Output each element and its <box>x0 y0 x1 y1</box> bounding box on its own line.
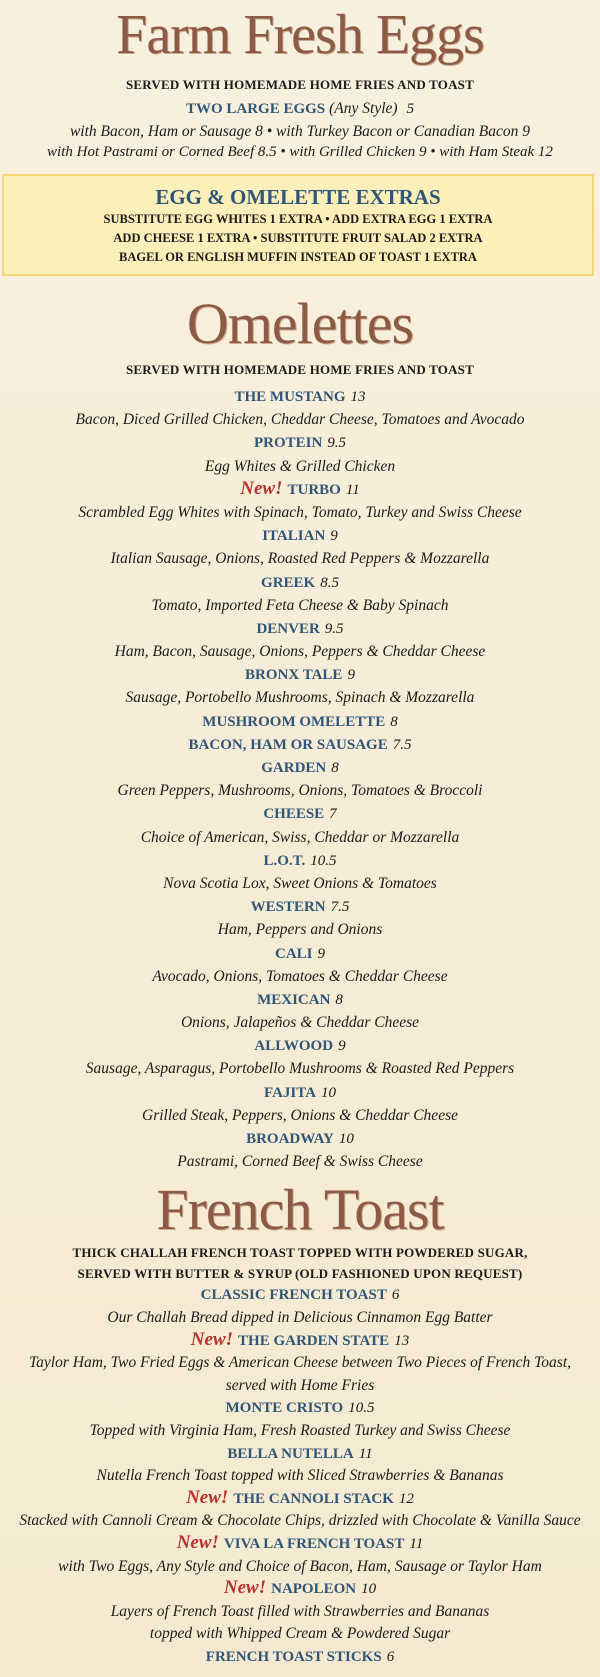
item-description: Ham, Bacon, Sausage, Onions, Peppers & Cheddar Cheese <box>114 643 486 661</box>
menu-item-title <box>0 524 600 547</box>
item-description: Layers of French Toast filled with Strawberries and Bananas <box>110 1602 490 1620</box>
item-name: GREEK <box>261 574 316 591</box>
menu-item-title <box>0 1284 600 1307</box>
menu-item-title <box>0 942 600 965</box>
item-description: Choice of American, Swiss, Cheddar or Mozzarella <box>140 828 460 846</box>
section-title: Farm Fresh Eggs <box>116 4 484 66</box>
section-subtitle: SERVED WITH HOMEMADE HOME FRIES AND TOAST <box>126 77 474 92</box>
item-description: Nova Scotia Lox, Sweet Onions & Tomatoes <box>163 874 437 892</box>
item-name: BRONX TALE <box>245 667 343 684</box>
extras-title: EGG & OMELETTE EXTRAS <box>155 185 441 209</box>
item-description: Ham, Peppers and Onions <box>217 921 383 939</box>
item-name: FAJITA <box>264 1084 316 1101</box>
new-badge: New! <box>240 477 283 499</box>
menu-item-title <box>0 1034 600 1057</box>
extras-line: BAGEL OR ENGLISH MUFFIN INSTEAD OF TOAST 1 EXTRA <box>119 250 477 264</box>
item-price: 11 <box>409 1535 424 1552</box>
item-name: BROADWAY <box>246 1131 334 1147</box>
menu-item-title <box>0 385 600 408</box>
menu-item-title <box>0 988 600 1011</box>
item-price: 13 <box>350 389 366 405</box>
item-price: 10 <box>361 1581 377 1598</box>
item-price: 7.5 <box>392 736 412 753</box>
menu-item-title <box>0 710 600 733</box>
menu-item-title <box>0 1081 600 1104</box>
section-subtitle: THICK CHALLAH FRENCH TOAST TOPPED WITH POWDERED SUGAR, <box>72 1245 528 1261</box>
extras-box <box>2 174 594 276</box>
menu-item-title <box>0 849 600 872</box>
menu-item-title <box>0 756 600 779</box>
item-price: 9 <box>338 1038 346 1055</box>
section-title: French Toast <box>156 1177 444 1243</box>
new-badge: New! <box>223 1577 267 1599</box>
item-name: TURBO <box>287 481 341 498</box>
item-description: Scrambled Egg Whites with Spinach, Tomato, Turkey and Swiss Cheese <box>78 503 522 521</box>
section-subtitle: SERVED WITH BUTTER & SYRUP (OLD FASHIONED UPON REQUEST) <box>77 1266 523 1282</box>
item-price: 11 <box>358 1445 373 1462</box>
extras-line: SUBSTITUTE EGG WHITES 1 EXTRA • ADD EXTRA EGG 1 EXTRA <box>103 212 493 226</box>
menu-item-title <box>0 617 600 640</box>
item-name: WESTERN <box>250 899 326 916</box>
item-name: MONTE CRISTO <box>225 1400 344 1417</box>
item-name: BELLA NUTELLA <box>227 1445 354 1462</box>
item-description: Grilled Steak, Peppers, Onions & Cheddar Cheese <box>142 1106 458 1124</box>
item-price: 9 <box>330 528 338 545</box>
item-price: 6 <box>391 1287 400 1304</box>
item-price: 8 <box>335 991 343 1008</box>
item-price: 9 <box>317 945 325 962</box>
item-description: Taylor Ham, Two Fried Eggs & American Cheese between Two Pieces of French Toast, <box>28 1354 572 1372</box>
item-name: L.O.T. <box>263 852 306 869</box>
section-subtitle: SERVED WITH HOMEMADE HOME FRIES AND TOAST <box>126 362 474 377</box>
item-name: GARDEN <box>261 760 327 776</box>
item-price: 10.5 <box>348 1400 375 1417</box>
item-price: 9 <box>347 667 355 684</box>
item-price: 8 <box>390 713 398 730</box>
new-badge: New! <box>186 1486 229 1508</box>
item-name: CALI <box>274 945 313 962</box>
item-description: Stacked with Cannoli Cream & Chocolate Chips, drizzled with Chocolate & Vanilla Sauce <box>19 1512 581 1530</box>
menu-item-title <box>0 478 600 501</box>
extras-line: ADD CHEESE 1 EXTRA • SUBSTITUTE FRUIT SALAD 2 EXTRA <box>113 231 483 245</box>
egg-options-line: with Hot Pastrami or Corned Beef 8.5 • with Grilled Chicken 9 • with Ham Steak 12 <box>47 144 553 160</box>
omelettes-section <box>0 289 600 380</box>
new-badge: New! <box>176 1531 219 1553</box>
menu-item-title <box>0 802 600 825</box>
item-description: Avocado, Onions, Tomatoes & Cheddar Cheese <box>152 967 448 985</box>
section-title: Omelettes <box>186 291 414 356</box>
menu-item-title <box>0 895 600 918</box>
menu-item-title <box>0 733 600 756</box>
item-description: with Two Eggs, Any Style and Choice of Bacon, Ham, Sausage or Taylor Ham <box>58 1557 542 1575</box>
item-name: THE CANNOLI STACK <box>233 1490 394 1507</box>
item-name: CLASSIC FRENCH TOAST <box>200 1287 387 1304</box>
item-name: MUSHROOM OMELETTE <box>202 713 386 730</box>
menu-item-title <box>0 1488 600 1511</box>
item-name: VIVA LA FRENCH TOAST <box>223 1535 405 1552</box>
item-name: NAPOLEON <box>271 1581 357 1598</box>
item-description: Green Peppers, Mushrooms, Onions, Tomatoes & Broccoli <box>117 782 483 800</box>
menu-item-title <box>0 663 600 686</box>
item-price: 13 <box>394 1332 410 1349</box>
item-name: FRENCH TOAST STICKS <box>205 1648 382 1665</box>
menu-item-title <box>0 1127 600 1150</box>
item-price: 8.5 <box>320 574 339 591</box>
egg-options-line: with Bacon, Ham or Sausage 8 • with Turkey Bacon or Canadian Bacon 9 <box>69 123 531 140</box>
item-name: DENVER <box>256 620 320 637</box>
item-note: (Any Style) <box>329 100 398 117</box>
menu-item-title <box>0 431 600 454</box>
item-price: 10 <box>338 1131 354 1147</box>
item-description: Sausage, Portobello Mushrooms, Spinach & Mozzarella <box>125 689 475 707</box>
item-price: 10.5 <box>310 852 337 869</box>
item-description: served with Home Fries <box>225 1376 375 1394</box>
menu-item <box>0 97 600 121</box>
item-price: 6 <box>386 1648 395 1665</box>
menu-item-title <box>0 1646 600 1669</box>
omelettes-list <box>0 385 600 1173</box>
item-price: 9.5 <box>324 620 344 637</box>
item-name: MEXICAN <box>257 991 331 1008</box>
item-name: ITALIAN <box>262 528 326 545</box>
farm-fresh-eggs-section <box>0 0 600 163</box>
item-description: Topped with Virginia Ham, Fresh Roasted Turkey and Swiss Cheese <box>89 1421 511 1439</box>
menu-item-title <box>0 1443 600 1466</box>
item-name: BACON, HAM OR SAUSAGE <box>188 736 388 753</box>
item-name: TWO LARGE EGGS <box>185 101 326 117</box>
item-name: ALLWOOD <box>254 1038 334 1055</box>
menu-item-title <box>0 1578 600 1601</box>
item-description: topped with Whipped Cream & Powdered Sugar <box>149 1625 451 1643</box>
item-price: 7 <box>329 806 337 823</box>
item-description: Sausage, Asparagus, Portobello Mushrooms & Roasted Red Peppers <box>85 1060 515 1078</box>
french-toast-section <box>0 1178 600 1284</box>
menu-item-title <box>0 1330 600 1353</box>
french-toast-list <box>0 1284 600 1668</box>
item-description: Our Challah Bread dipped in Delicious Cinnamon Egg Batter <box>107 1308 493 1326</box>
item-description: Pastrami, Corned Beef & Swiss Cheese <box>177 1153 423 1171</box>
item-price: 9.5 <box>327 435 347 452</box>
item-name: PROTEIN <box>253 435 323 452</box>
menu-item-title <box>0 1397 600 1420</box>
item-name: CHEESE <box>263 806 325 823</box>
item-description: Nutella French Toast topped with Sliced Strawberries & Bananas <box>96 1467 504 1485</box>
item-price: 8 <box>331 760 339 776</box>
item-price: 10 <box>320 1084 336 1101</box>
item-description: Tomato, Imported Feta Cheese & Baby Spinach <box>151 596 449 614</box>
item-name: THE GARDEN STATE <box>238 1332 390 1349</box>
item-description: Bacon, Diced Grilled Chicken, Cheddar Cheese, Tomatoes and Avocado <box>75 411 525 429</box>
item-description: Onions, Jalapeños & Cheddar Cheese <box>180 1014 420 1032</box>
menu-item-title <box>0 571 600 594</box>
menu-item-title <box>0 1533 600 1556</box>
item-price: 11 <box>345 481 360 498</box>
item-description: Egg Whites & Grilled Chicken <box>204 457 396 475</box>
item-description: Italian Sausage, Onions, Roasted Red Peppers & Mozzarella <box>110 550 490 568</box>
item-price: 12 <box>398 1490 414 1507</box>
item-price: 5 <box>406 101 415 117</box>
item-name: THE MUSTANG <box>234 389 346 405</box>
new-badge: New! <box>190 1328 234 1350</box>
item-price: 7.5 <box>330 899 350 916</box>
